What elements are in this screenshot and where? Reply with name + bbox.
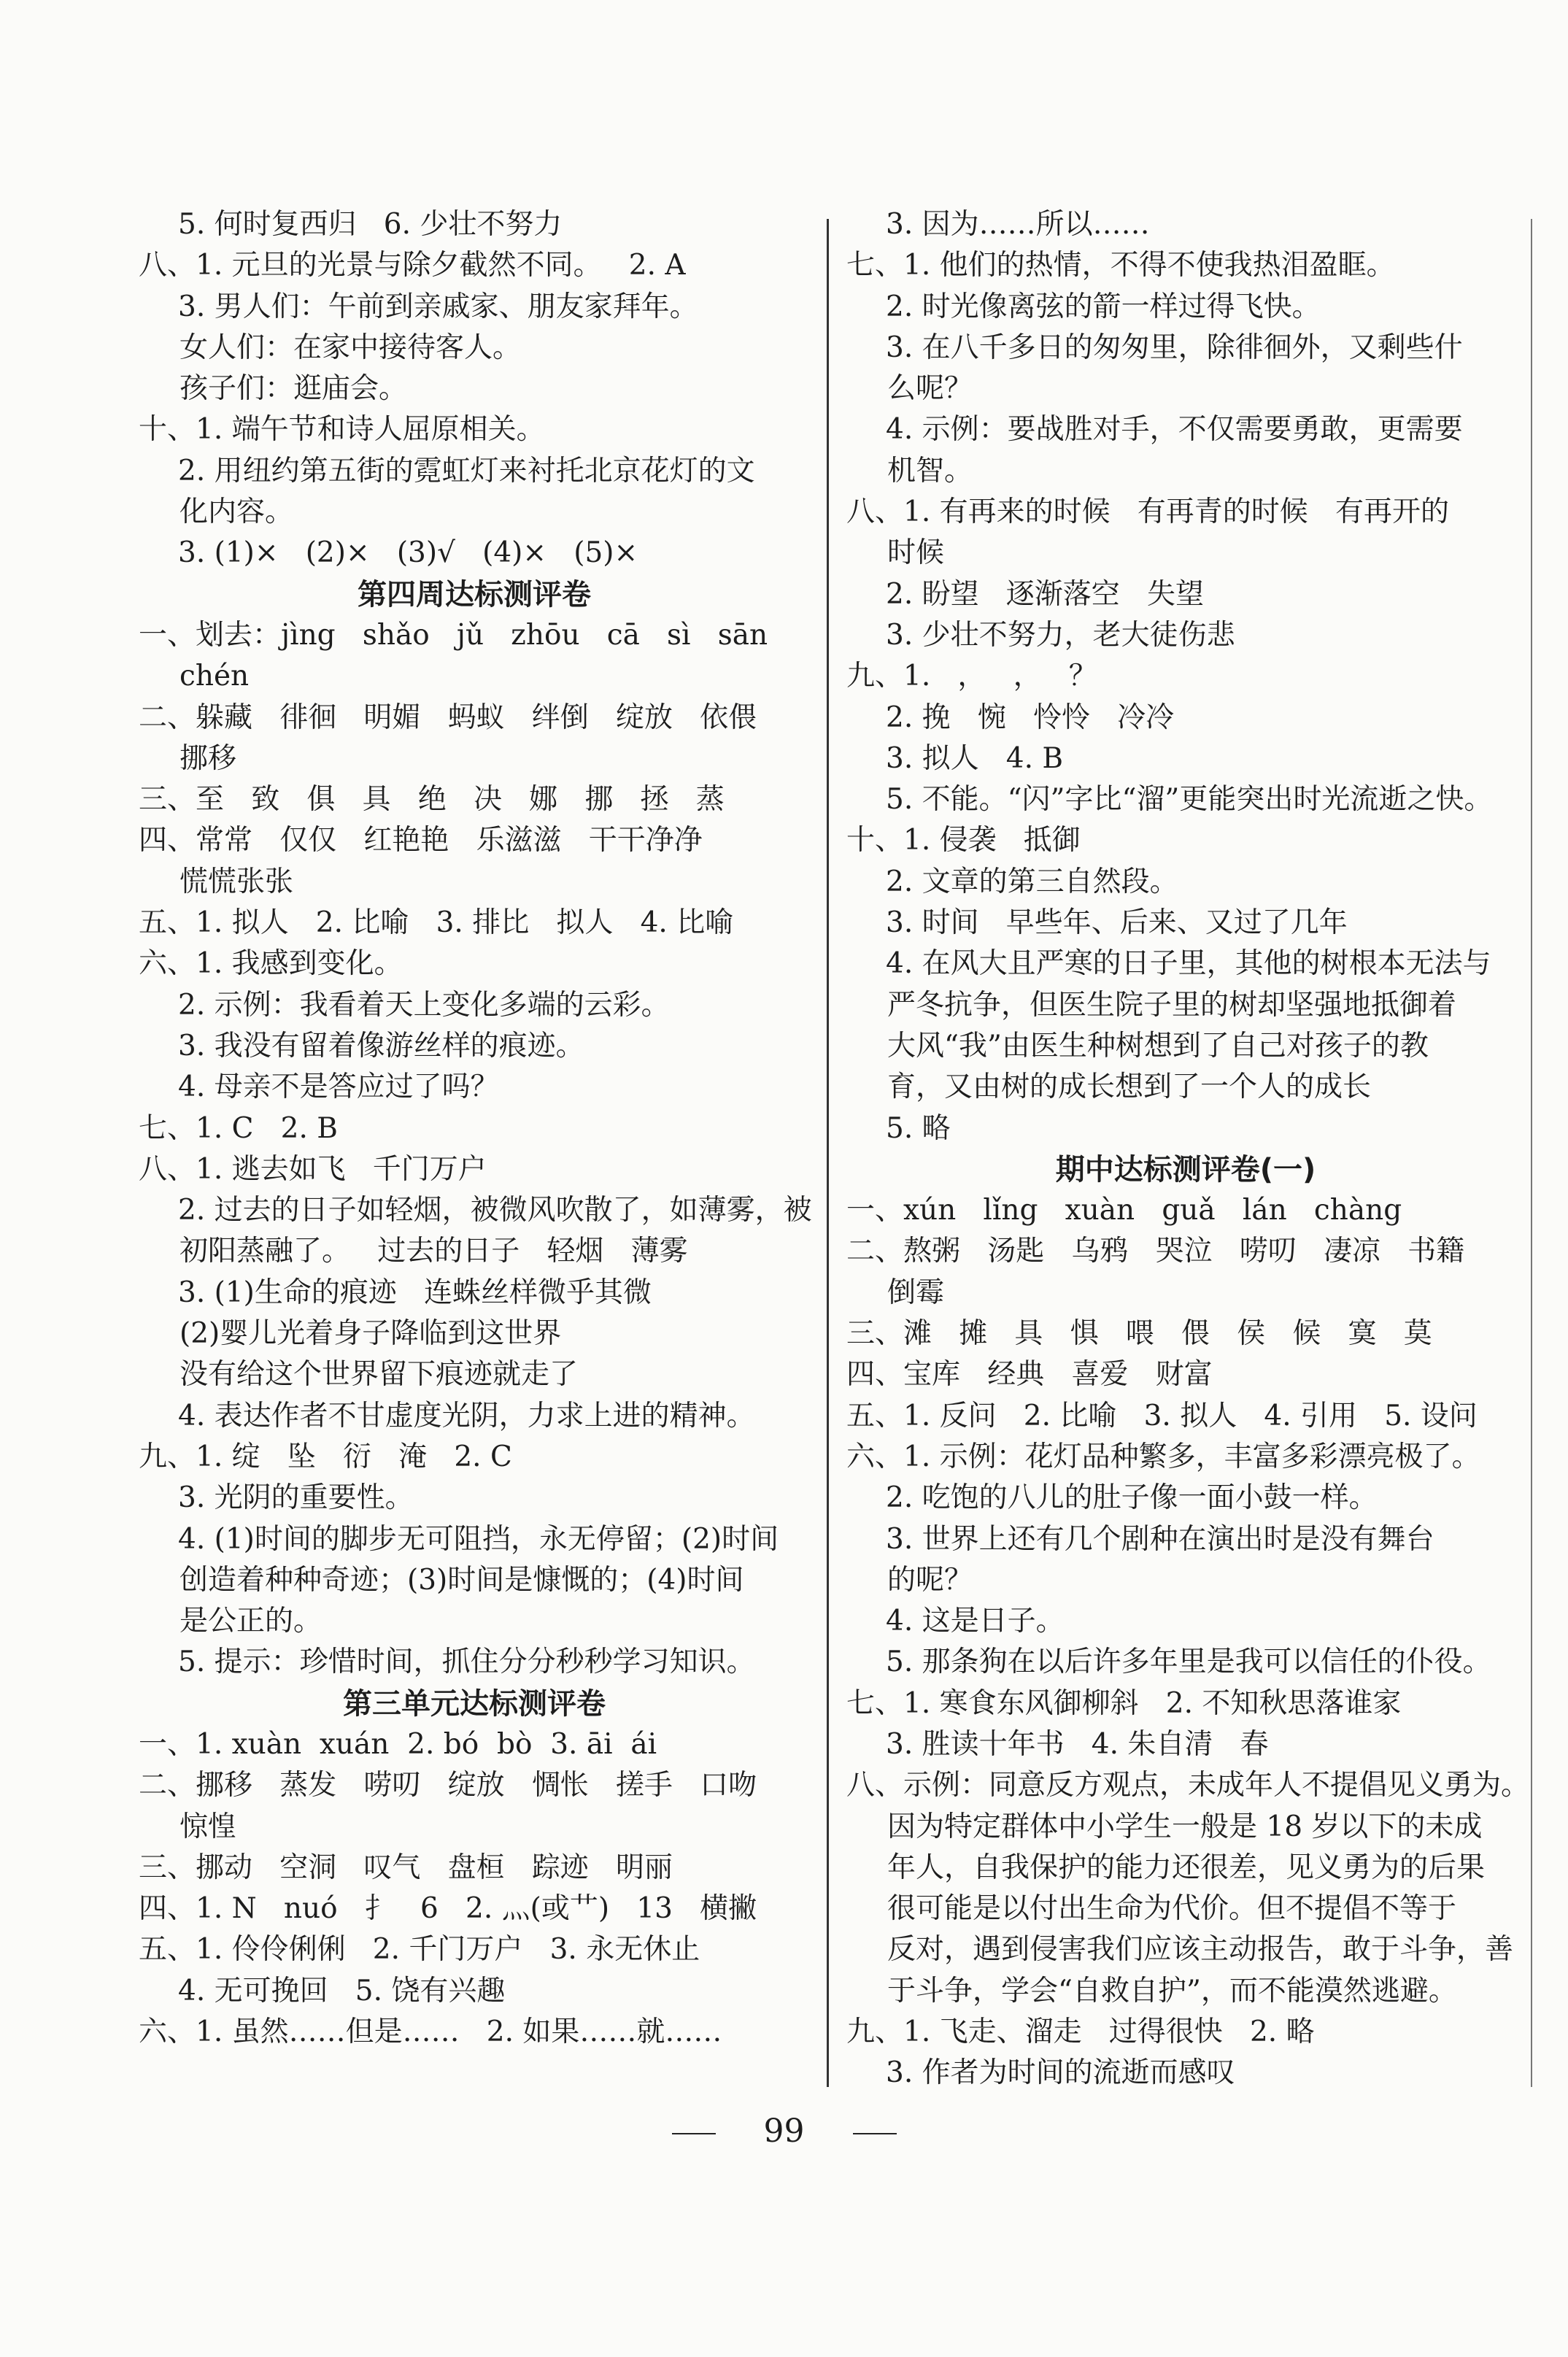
answer-line: 五、1. 伶伶俐俐 2. 千门万户 3. 永无休止 — [139, 1933, 700, 1967]
answer-line: 八、1. 有再来的时候 有再青的时候 有再开的 — [846, 495, 1449, 529]
answer-line: 七、1. 他们的热情，不得不使我热泪盈眶。 — [846, 249, 1395, 282]
answer-line: 3. 光阴的重要性。 — [178, 1481, 414, 1515]
answer-line: 4. 母亲不是答应过了吗？ — [178, 1071, 499, 1104]
answer-line: chén — [179, 660, 250, 693]
answer-line: 3. 在八千多日的匆匆里，除徘徊外，又剩些什 — [886, 331, 1463, 364]
answer-line: 因为特定群体中小学生一般是 18 岁以下的未成 — [887, 1810, 1483, 1843]
page-number-footer — [0, 2113, 1568, 2150]
answer-line: 4. 在风大且严寒的日子里，其他的树根本无法与 — [886, 947, 1491, 981]
answer-line: 慌慌张张 — [179, 865, 294, 898]
answer-line: 3. 作者为时间的流逝而感叹 — [886, 2056, 1235, 2090]
answer-line: 五、1. 拟人 2. 比喻 3. 排比 拟人 4. 比喻 — [139, 906, 734, 940]
left-column — [139, 204, 810, 2053]
answer-line: 四、常常 仅仅 红艳艳 乐滋滋 干干净净 — [139, 824, 703, 857]
answer-line: 3. 因为……所以…… — [886, 208, 1150, 241]
answer-line: 十、1. 端午节和诗人屈原相关。 — [139, 413, 545, 447]
answer-line: 一、划去：jìng shǎo jǔ zhōu cā sì sān — [139, 618, 768, 652]
answer-line: 九、1. 绽 坠 衍 淹 2. C — [139, 1440, 512, 1473]
answer-line: 于斗争，学会“自救自护”，而不能漠然逃避。 — [887, 1974, 1457, 2007]
answer-line: 化内容。 — [179, 495, 294, 529]
answer-line: 很可能是以付出生命为代价。但不提倡不等于 — [887, 1892, 1457, 1926]
answer-line: 2. 时光像离弦的箭一样过得飞快。 — [886, 290, 1321, 323]
answer-line: 3. 时间 早些年、后来、又过了几年 — [886, 906, 1348, 940]
answer-line: 2. 过去的日子如轻烟，被微风吹散了，如薄雾，被 — [178, 1194, 812, 1227]
answer-line: 倒霉 — [887, 1276, 945, 1309]
answer-line: 惊惶 — [179, 1810, 237, 1843]
answer-line: 5. 略 — [886, 1111, 951, 1145]
answer-line: 的呢？ — [887, 1563, 973, 1597]
answer-line: 三、至 致 俱 具 绝 决 娜 挪 拯 蒸 — [139, 783, 725, 817]
answer-line: 4. (1)时间的脚步无可阻挡，永无停留；(2)时间 — [178, 1522, 779, 1556]
right-column — [846, 204, 1530, 2094]
section-heading: 期中达标测评卷(一) — [1055, 1152, 1316, 1187]
footer-dash-left — [672, 2133, 716, 2134]
answer-line: 六、1. 我感到变化。 — [139, 947, 403, 981]
answer-line: 3. (1)生命的痕迹 连蛛丝样微乎其微 — [178, 1276, 652, 1309]
answer-line: 4. 无可挽回 5. 饶有兴趣 — [178, 1974, 506, 2007]
answer-line: 时候 — [887, 536, 945, 570]
answer-line: 3. 少壮不努力，老大徒伤悲 — [886, 618, 1235, 652]
answer-line: 3. 世界上还有几个剧种在演出时是没有舞台 — [886, 1522, 1434, 1556]
answer-line: 四、宝库 经典 喜爱 财富 — [846, 1358, 1213, 1392]
answer-line: 2. 文章的第三自然段。 — [886, 865, 1178, 898]
answer-line: 女人们：在家中接待客人。 — [179, 331, 522, 364]
answer-line: 年人，自我保护的能力还很差，见义勇为的后果 — [887, 1851, 1486, 1884]
answer-line: 十、1. 侵袭 抵御 — [846, 824, 1081, 857]
answer-line: 3. 胜读十年书 4. 朱自清 春 — [886, 1727, 1269, 1761]
answer-line: 创造着种种奇迹；(3)时间是慷慨的；(4)时间 — [179, 1563, 744, 1597]
answer-line: 大风“我”由医生种树想到了自己对孩子的教 — [887, 1029, 1429, 1062]
answer-line: 八、1. 逃去如飞 千门万户 — [139, 1152, 487, 1186]
answer-line: 三、滩 摊 具 惧 喂 偎 侯 候 寞 莫 — [846, 1317, 1432, 1351]
section-heading: 第三单元达标测评卷 — [343, 1686, 606, 1721]
answer-line: 九、1. 飞走、溜走 过得很快 2. 略 — [846, 2015, 1315, 2049]
answer-line: 七、1. C 2. B — [139, 1111, 338, 1145]
answer-line: 4. 表达作者不甘虚度光阴，力求上进的精神。 — [178, 1399, 755, 1432]
answer-line: 孩子们：逛庙会。 — [179, 372, 408, 406]
answer-line: 九、1. ， ， ？ — [846, 660, 1097, 693]
answer-line: 是公正的。 — [179, 1605, 323, 1638]
answer-line: 2. 示例：我看着天上变化多端的云彩。 — [178, 988, 670, 1022]
answer-line: 八、1. 元旦的光景与除夕截然不同。 2. A — [139, 249, 686, 282]
footer-dash-right — [853, 2133, 897, 2134]
answer-line: 5. 提示：珍惜时间，抓住分分秒秒学习知识。 — [178, 1646, 755, 1679]
column-divider — [827, 219, 829, 2087]
answer-line: 一、xún lǐng xuàn guǎ lán chàng — [846, 1194, 1402, 1227]
answer-line: 六、1. 虽然……但是…… 2. 如果……就…… — [139, 2015, 722, 2049]
answer-line: 机智。 — [887, 454, 973, 487]
answer-line: 3. 男人们：午前到亲戚家、朋友家拜年。 — [178, 290, 698, 323]
answer-line: 六、1. 示例：花灯品种繁多，丰富多彩漂亮极了。 — [846, 1440, 1480, 1473]
answer-line: 2. 挽 惋 怜怜 冷冷 — [886, 701, 1175, 734]
right-margin-rule — [1531, 219, 1532, 2087]
answer-line: 三、挪动 空洞 叹气 盘桓 踪迹 明丽 — [139, 1851, 673, 1884]
answer-line: 初阳蒸融了。 过去的日子 轻烟 薄雾 — [179, 1235, 688, 1268]
answer-line: 5. 那条狗在以后许多年里是我可以信任的仆役。 — [886, 1646, 1491, 1679]
answer-line: 八、示例：同意反方观点，未成年人不提倡见义勇为。 — [846, 1769, 1530, 1802]
answer-line: (2)婴儿光着身子降临到这世界 — [179, 1317, 562, 1351]
answer-line: 五、1. 反问 2. 比喻 3. 拟人 4. 引用 5. 设问 — [846, 1399, 1478, 1432]
answer-line: 二、熬粥 汤匙 乌鸦 哭泣 唠叨 凄凉 书籍 — [846, 1235, 1465, 1268]
answer-line: 严冬抗争，但医生院子里的树却坚强地抵御着 — [887, 988, 1457, 1022]
answer-line: 二、躲藏 徘徊 明媚 蚂蚁 绊倒 绽放 依偎 — [139, 701, 757, 734]
answer-line: 一、1. xuàn xuán 2. bó bò 3. āi ái — [139, 1727, 657, 1761]
answer-line: 4. 示例：要战胜对手，不仅需要勇敢，更需要 — [886, 413, 1463, 447]
answer-line: 5. 不能。“闪”字比“溜”更能突出时光流逝之快。 — [886, 783, 1493, 817]
answer-line: 育，又由树的成长想到了一个人的成长 — [887, 1071, 1372, 1104]
section-heading: 第四周达标测评卷 — [358, 577, 591, 612]
answer-line: 四、1. N nuó 扌 6 2. 灬(或艹) 13 横撇 — [139, 1892, 757, 1926]
answer-line: 4. 这是日子。 — [886, 1605, 1065, 1638]
answer-line: 挪移 — [179, 741, 237, 775]
answer-line: 3. 我没有留着像游丝样的痕迹。 — [178, 1029, 584, 1062]
answer-line: 2. 盼望 逐渐落空 失望 — [886, 577, 1204, 611]
answer-line: 七、1. 寒食东风御柳斜 2. 不知秋思落谁家 — [846, 1686, 1402, 1720]
answer-line: 没有给这个世界留下痕迹就走了 — [179, 1358, 579, 1392]
answer-line: 3. 拟人 4. B — [886, 741, 1064, 775]
answer-line: 2. 用纽约第五街的霓虹灯来衬托北京花灯的文 — [178, 454, 755, 487]
answer-line: 么呢？ — [887, 372, 973, 406]
answer-line: 3. (1)× (2)× (3)√ (4)× (5)× — [178, 536, 638, 570]
page-number: 99 — [763, 2113, 805, 2150]
answer-line: 二、挪移 蒸发 唠叨 绽放 惆怅 搓手 口吻 — [139, 1769, 757, 1802]
answer-line: 5. 何时复西归 6. 少壮不努力 — [178, 208, 563, 241]
answer-line: 反对，遇到侵害我们应该主动报告，敢于斗争，善 — [887, 1933, 1514, 1967]
answer-line: 2. 吃饱的八儿的肚子像一面小鼓一样。 — [886, 1481, 1378, 1515]
